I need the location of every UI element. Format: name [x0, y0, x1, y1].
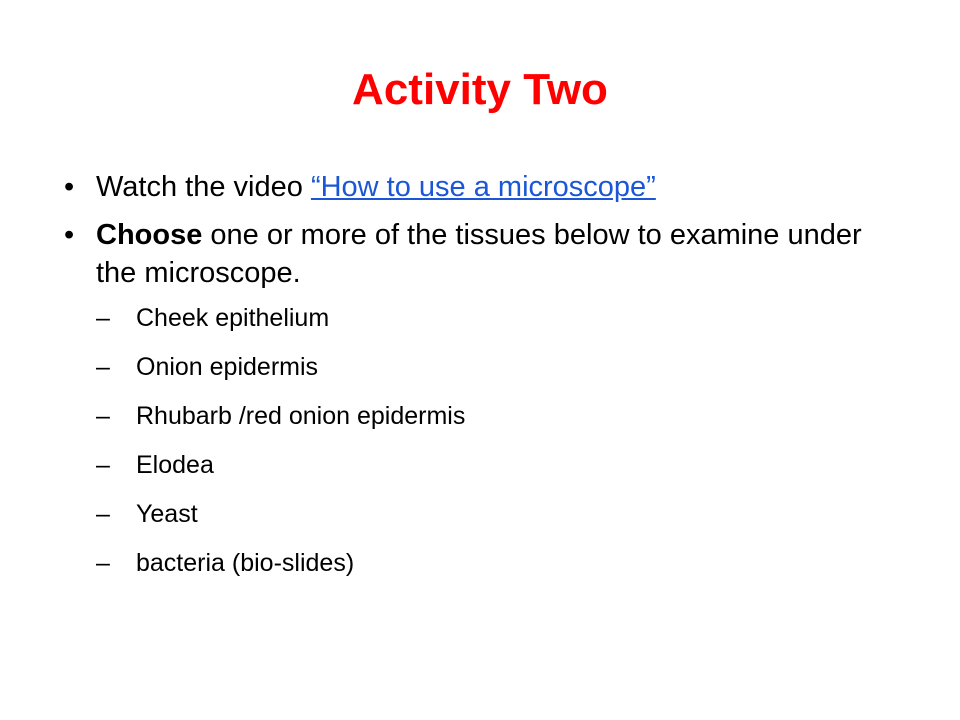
bullet-icon: • — [64, 171, 75, 203]
video-link[interactable]: “How to use a microscope” — [310, 171, 656, 203]
dash-icon: – — [96, 500, 110, 528]
tissue-list — [64, 302, 904, 580]
tissue-label: Elodea — [136, 451, 214, 479]
list-item — [64, 351, 904, 384]
list-item — [64, 547, 904, 580]
slide-title: Activity Two — [352, 65, 608, 114]
bullet-watch-video — [64, 168, 904, 206]
list-item — [64, 400, 904, 433]
list-item — [64, 302, 904, 335]
choose-emphasis: Choose — [96, 219, 203, 251]
dash-icon: – — [96, 402, 110, 430]
dash-icon: – — [96, 353, 110, 381]
dash-icon: – — [96, 549, 110, 577]
bullet-text: one or more of the tissues below to examine under the microscope. — [96, 219, 862, 289]
list-item — [64, 498, 904, 531]
tissue-label: Yeast — [136, 500, 198, 528]
tissue-label: Rhubarb /red onion epidermis — [136, 402, 466, 430]
list-item — [64, 449, 904, 482]
tissue-label: Cheek epithelium — [136, 304, 330, 332]
bullet-text: Watch the video — [96, 171, 311, 203]
tissue-label: Onion epidermis — [136, 353, 319, 381]
bullet-icon: • — [64, 219, 75, 251]
slide-body — [64, 168, 904, 596]
dash-icon: – — [96, 451, 110, 479]
dash-icon: – — [96, 304, 110, 332]
bullet-choose-tissues — [64, 216, 904, 292]
tissue-label: bacteria (bio-slides) — [136, 549, 355, 577]
